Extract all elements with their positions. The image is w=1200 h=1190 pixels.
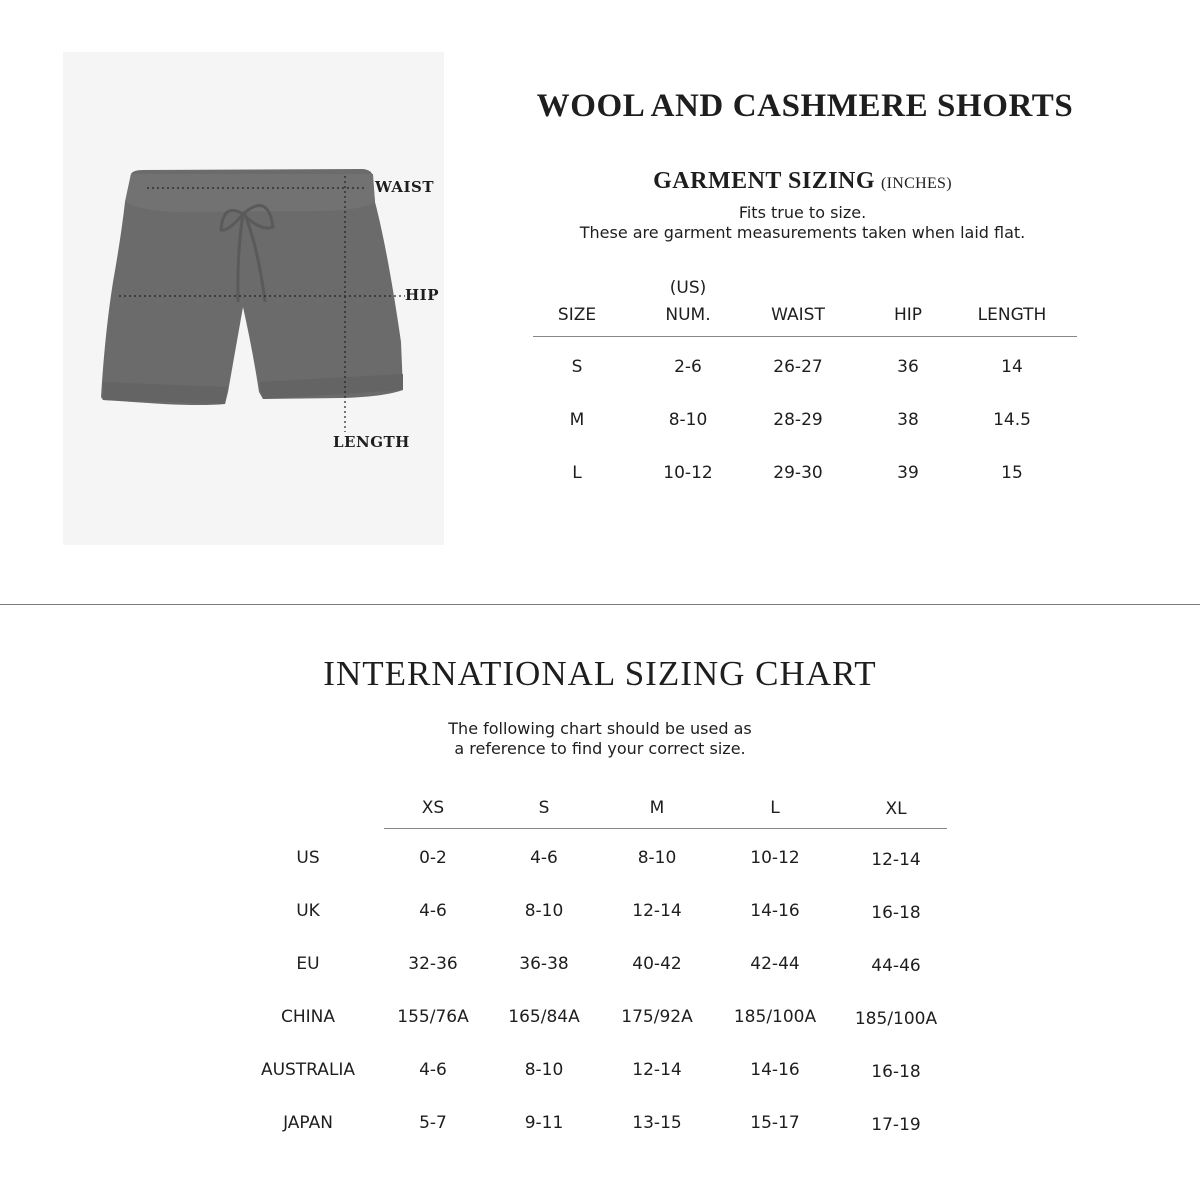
table-cell: 39 [897, 463, 919, 483]
region-label: US [296, 848, 320, 868]
table-cell: 13-15 [632, 1113, 682, 1133]
hip-label: HIP [405, 286, 439, 304]
table-cell: 28-29 [773, 410, 823, 430]
table-cell: 40-42 [632, 954, 682, 974]
table-cell: 14 [1001, 357, 1023, 377]
table-cell: 36-38 [519, 954, 569, 974]
column-header: XL [885, 799, 907, 819]
table-header [0, 795, 1200, 828]
measurement-note: These are garment measurements taken when laid flat. [579, 223, 1026, 242]
table-cell: 175/92A [621, 1007, 693, 1027]
international-chart-note [0, 719, 1200, 759]
table-row [0, 901, 1200, 954]
waistband [125, 174, 375, 212]
size-label: S [571, 357, 583, 377]
table-header [533, 270, 1077, 337]
column-header: S [538, 798, 550, 818]
table-cell: 15-17 [750, 1113, 800, 1133]
note-line: a reference to find your correct size. [454, 739, 746, 758]
product-image-panel [63, 52, 444, 545]
table-cell: 17-19 [871, 1115, 921, 1135]
header-rule [384, 828, 947, 829]
table-cell: 36 [897, 357, 919, 377]
column-header: M [649, 798, 665, 818]
fit-note: Fits true to size. [738, 203, 867, 222]
garment-sizing-table [533, 270, 1077, 516]
table-row [0, 1007, 1200, 1060]
table-row [0, 1113, 1200, 1166]
length-label: LENGTH [333, 433, 410, 451]
table-cell: 185/100A [733, 1007, 817, 1027]
shorts-illustration [63, 52, 444, 545]
column-header: LENGTH [977, 305, 1047, 325]
table-cell: 16-18 [871, 903, 921, 923]
table-cell: 14-16 [750, 1060, 800, 1080]
table-cell: 26-27 [773, 357, 823, 377]
garment-sizing-unit: (INCHES) [881, 175, 952, 192]
region-label: CHINA [280, 1007, 336, 1027]
column-header: HIP [893, 305, 923, 325]
region-label: AUSTRALIA [260, 1060, 356, 1080]
table-row [533, 463, 1077, 516]
table-cell: 12-14 [632, 1060, 682, 1080]
table-row [533, 357, 1077, 410]
table-cell: 8-10 [637, 848, 677, 868]
table-cell: 14-16 [750, 901, 800, 921]
column-header-qualifier: (US) [669, 278, 707, 298]
table-cell: 165/84A [508, 1007, 580, 1027]
region-label: UK [296, 901, 320, 921]
table-cell: 4-6 [419, 1060, 447, 1080]
garment-sizing-title: GARMENT SIZING [653, 168, 876, 194]
table-cell: 8-10 [668, 410, 708, 430]
table-cell: 8-10 [524, 1060, 564, 1080]
international-sizing-table [0, 795, 1200, 1166]
column-header: WAIST [771, 305, 825, 325]
table-cell: 42-44 [750, 954, 800, 974]
table-cell: 4-6 [419, 901, 447, 921]
table-cell: 15 [1001, 463, 1023, 483]
column-header: L [770, 798, 780, 818]
section-divider [0, 604, 1200, 605]
table-cell: 44-46 [871, 956, 921, 976]
table-cell: 12-14 [871, 850, 921, 870]
table-cell: 4-6 [530, 848, 558, 868]
table-cell: 10-12 [663, 463, 713, 483]
international-chart-title: INTERNATIONAL SIZING CHART [323, 654, 877, 693]
column-header: SIZE [557, 305, 597, 325]
table-cell: 185/100A [854, 1009, 938, 1029]
region-label: EU [296, 954, 320, 974]
table-cell: 14.5 [993, 410, 1031, 430]
table-cell: 0-2 [419, 848, 447, 868]
table-cell: 38 [897, 410, 919, 430]
table-cell: 8-10 [524, 901, 564, 921]
table-cell: 29-30 [773, 463, 823, 483]
table-cell: 16-18 [871, 1062, 921, 1082]
column-header: NUM. [665, 305, 711, 325]
size-label: M [569, 410, 585, 430]
table-row [0, 954, 1200, 1007]
table-row [0, 1060, 1200, 1113]
table-cell: 32-36 [408, 954, 458, 974]
table-row [0, 848, 1200, 901]
region-label: JAPAN [283, 1113, 333, 1133]
table-cell: 10-12 [750, 848, 800, 868]
product-title: WOOL AND CASHMERE SHORTS [536, 88, 1074, 124]
column-header: XS [421, 798, 445, 818]
table-cell: 155/76A [397, 1007, 469, 1027]
size-label: L [572, 463, 582, 483]
garment-sizing-heading [500, 168, 1105, 195]
table-cell: 12-14 [632, 901, 682, 921]
waist-label: WAIST [375, 178, 435, 196]
table-cell: 5-7 [419, 1113, 447, 1133]
table-cell: 2-6 [674, 357, 702, 377]
table-cell: 9-11 [524, 1113, 564, 1133]
table-row [533, 410, 1077, 463]
note-line: The following chart should be used as [448, 719, 752, 738]
